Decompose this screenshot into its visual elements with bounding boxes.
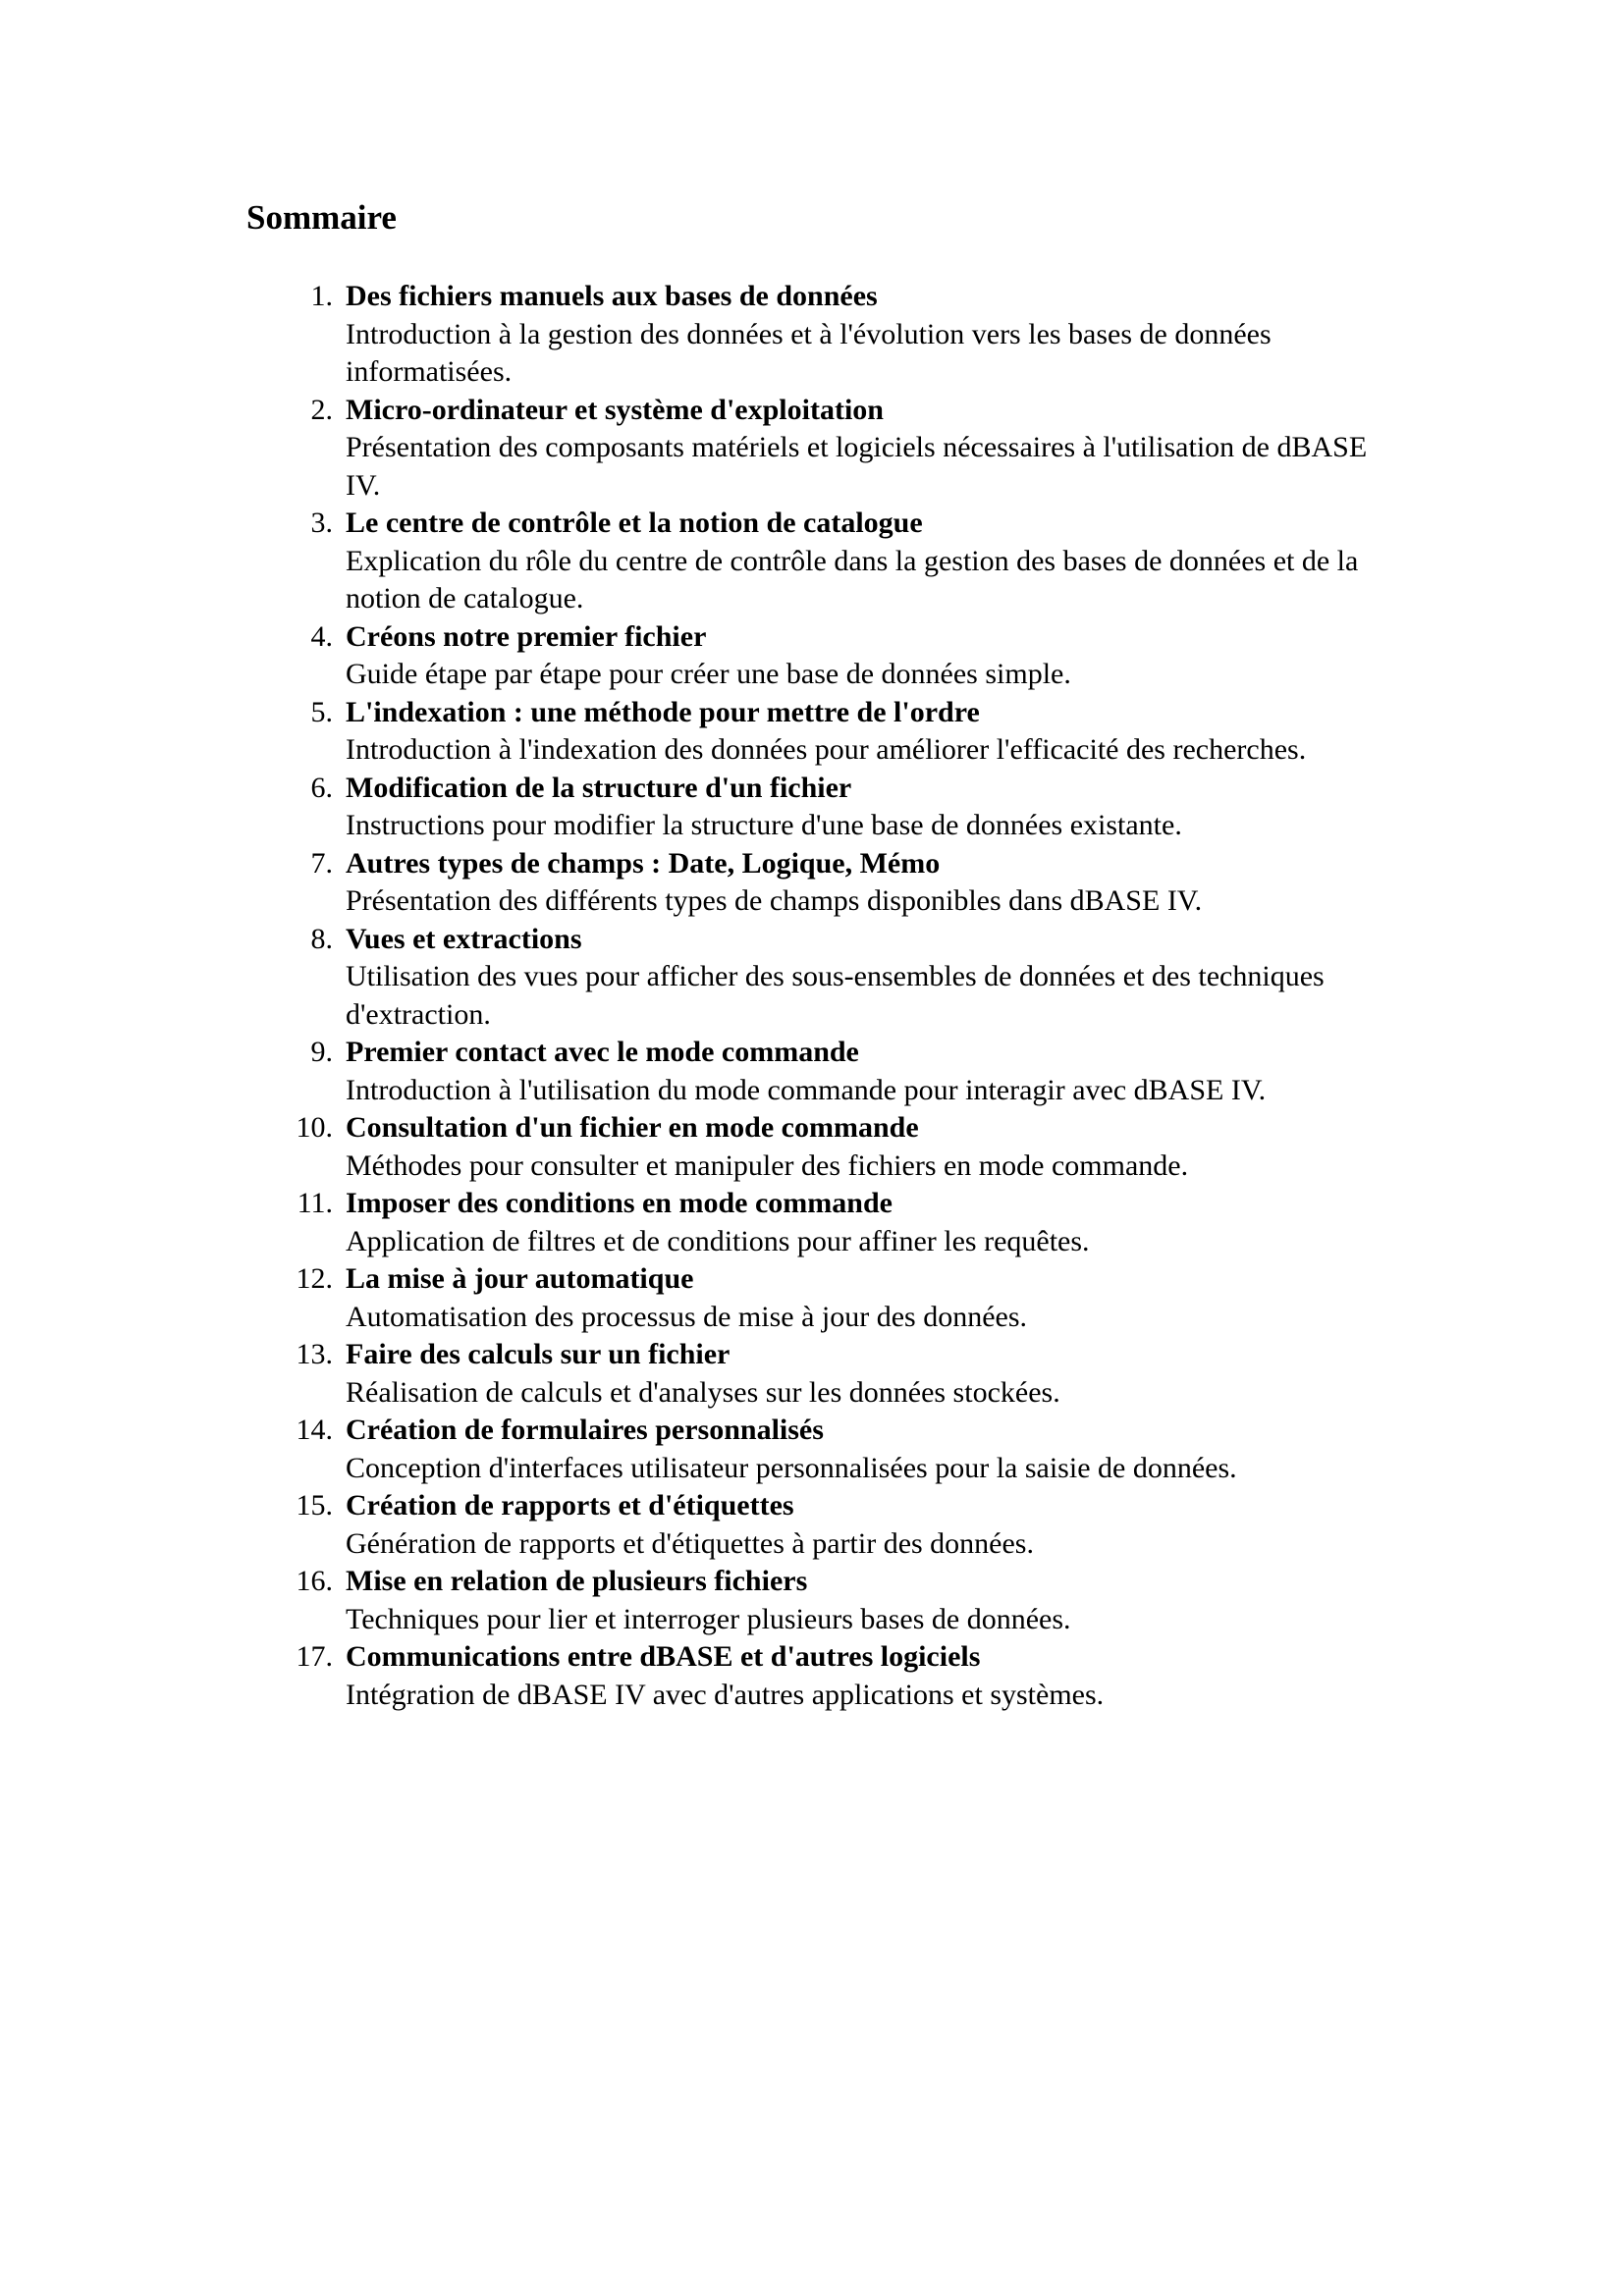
- toc-item-description: Génération de rapports et d'étiquettes à partir des données.: [346, 1526, 1034, 1560]
- toc-item-description: Explication du rôle du centre de contrôle dans la gestion des bases de données et de la notion de catalogue.: [346, 544, 1359, 614]
- page-title: Sommaire: [246, 198, 397, 237]
- toc-item-1: [296, 278, 1405, 392]
- toc-item-4: [296, 618, 1405, 694]
- toc-item-number: 15.: [296, 1489, 333, 1522]
- toc-item-description: Réalisation de calculs et d'analyses sur les données stockées.: [346, 1375, 1060, 1409]
- toc-item-heading: Création de formulaires personnalisés: [346, 1414, 824, 1446]
- toc-item-number: 9.: [310, 1036, 333, 1068]
- toc-item-description: Utilisation des vues pour afficher des sous-ensembles de données et des techniques d'extraction.: [346, 960, 1325, 1031]
- toc-item-9: [296, 1034, 1405, 1109]
- toc-item-description: Présentation des différents types de champs disponibles dans dBASE IV.: [346, 884, 1203, 917]
- toc-item-number: 14.: [296, 1414, 333, 1446]
- toc-item-heading: Vues et extractions: [346, 922, 582, 955]
- toc-item-description: Automatisation des processus de mise à jour des données.: [346, 1300, 1028, 1333]
- toc-item-heading: Des fichiers manuels aux bases de données: [346, 280, 878, 312]
- toc-item-13: [296, 1336, 1405, 1412]
- toc-item-heading: La mise à jour automatique: [346, 1262, 694, 1295]
- toc-item-heading: Faire des calculs sur un fichier: [346, 1338, 731, 1370]
- toc-item-heading: Mise en relation de plusieurs fichiers: [346, 1565, 808, 1597]
- toc-item-description: Introduction à la gestion des données et à l'évolution vers les bases de données informatisées.: [346, 317, 1272, 388]
- toc-item-number: 16.: [296, 1565, 333, 1597]
- toc-item-description: Techniques pour lier et interroger plusieurs bases de données.: [346, 1602, 1071, 1635]
- toc-item-description: Instructions pour modifier la structure d'une base de données existante.: [346, 809, 1182, 841]
- toc-item-number: 3.: [310, 507, 333, 539]
- toc-item-number: 8.: [310, 922, 333, 955]
- toc-item-description: Méthodes pour consulter et manipuler des fichiers en mode commande.: [346, 1148, 1189, 1182]
- toc-item-description: Guide étape par étape pour créer une base de données simple.: [346, 658, 1071, 690]
- toc-item-16: [296, 1563, 1405, 1638]
- toc-item-number: 7.: [310, 846, 333, 880]
- toc-item-7: [296, 845, 1405, 921]
- toc-item-15: [296, 1487, 1405, 1563]
- table-of-contents: [296, 278, 1405, 1714]
- toc-item-heading: Le centre de contrôle et la notion de catalogue: [346, 507, 923, 539]
- toc-item-heading: Modification de la structure d'un fichier: [346, 771, 852, 804]
- toc-item-description: Intégration de dBASE IV avec d'autres applications et systèmes.: [346, 1678, 1105, 1711]
- toc-item-heading: Premier contact avec le mode commande: [346, 1036, 859, 1068]
- toc-item-number: 1.: [310, 280, 333, 312]
- toc-item-number: 6.: [310, 771, 333, 804]
- toc-item-heading: Créons notre premier fichier: [346, 619, 707, 653]
- toc-item-number: 2.: [310, 393, 333, 426]
- toc-item-number: 10.: [296, 1111, 333, 1144]
- toc-item-heading: Autres types de champs : Date, Logique, Mémo: [346, 846, 941, 880]
- toc-item-14: [296, 1412, 1405, 1487]
- toc-item-12: [296, 1260, 1405, 1336]
- toc-item-6: [296, 770, 1405, 845]
- toc-item-heading: Consultation d'un fichier en mode commande: [346, 1111, 919, 1144]
- toc-item-description: Introduction à l'utilisation du mode commande pour interagir avec dBASE IV.: [346, 1073, 1267, 1106]
- toc-item-3: [296, 505, 1405, 618]
- toc-item-description: Introduction à l'indexation des données pour améliorer l'efficacité des recherches.: [346, 733, 1307, 766]
- toc-item-17: [296, 1638, 1405, 1714]
- toc-item-heading: L'indexation : une méthode pour mettre de l'ordre: [346, 695, 980, 728]
- toc-item-heading: Communications entre dBASE et d'autres logiciels: [346, 1640, 981, 1673]
- toc-item-heading: Micro-ordinateur et système d'exploitation: [346, 393, 884, 426]
- toc-item-11: [296, 1185, 1405, 1260]
- toc-item-number: 5.: [310, 695, 333, 728]
- toc-item-description: Application de filtres et de conditions pour affiner les requêtes.: [346, 1224, 1090, 1257]
- toc-item-number: 4.: [310, 619, 333, 653]
- toc-item-description: Conception d'interfaces utilisateur personnalisées pour la saisie de données.: [346, 1451, 1237, 1484]
- toc-item-heading: Imposer des conditions en mode commande: [346, 1187, 893, 1219]
- toc-item-description: Présentation des composants matériels et logiciels nécessaires à l'utilisation de dBASE IV.: [346, 431, 1368, 502]
- toc-item-5: [296, 694, 1405, 770]
- toc-item-number: 11.: [297, 1187, 333, 1219]
- toc-item-number: 17.: [296, 1640, 333, 1673]
- toc-item-10: [296, 1109, 1405, 1185]
- toc-item-number: 12.: [296, 1262, 333, 1295]
- toc-item-8: [296, 921, 1405, 1035]
- toc-item-heading: Création de rapports et d'étiquettes: [346, 1489, 794, 1522]
- toc-item-2: [296, 392, 1405, 506]
- toc-item-number: 13.: [296, 1338, 333, 1370]
